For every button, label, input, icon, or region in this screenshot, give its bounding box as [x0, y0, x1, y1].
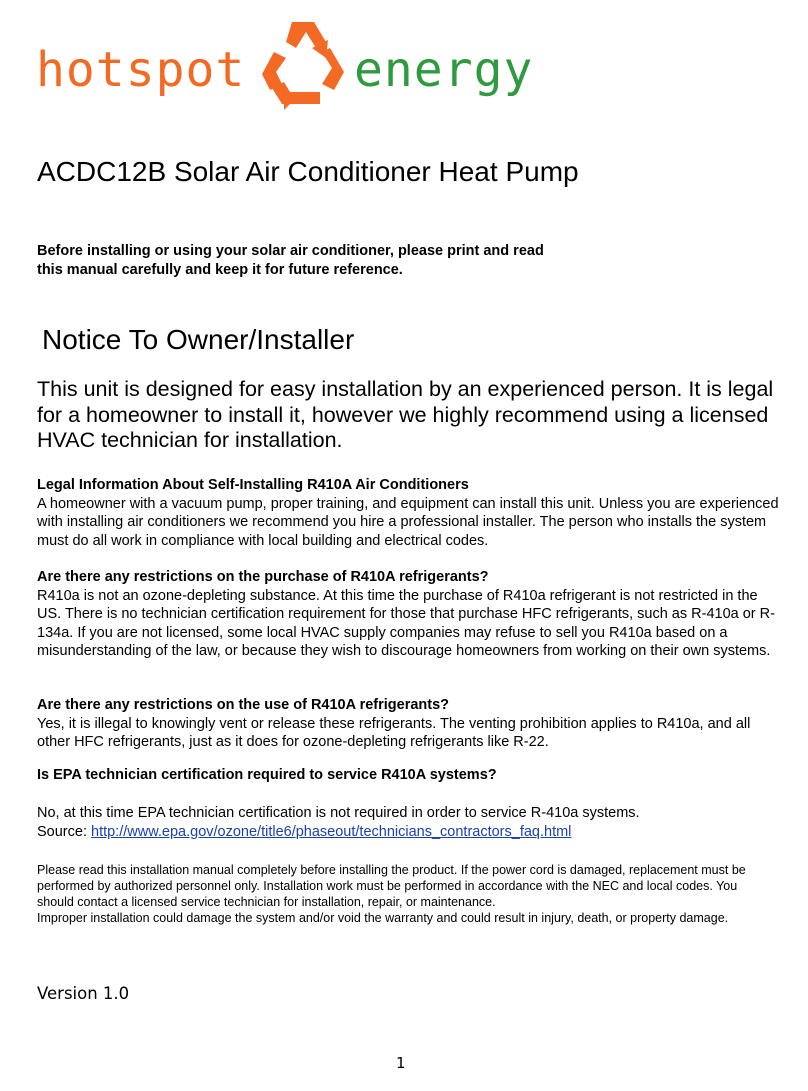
fine-print-p2: Improper installation could damage the system and/or void the warranty and could result in injury, death, or property damage. [37, 911, 729, 925]
fine-print [37, 862, 777, 926]
logo-word-energy: energy [354, 42, 534, 98]
use-section [37, 696, 782, 752]
purchase-body: R410a is not an ozone-depleting substance. At this time the purchase of R410a refrigerant is not restricted in the US. There is no technician certification requirement for those that purchase HFC refrigerants, such as R-410a or R-134a. If you are not licensed, some local HVAC supply companies may refuse to sell you R410a based on a misunderstanding of the law, or because they wish to discourage homeowners from working on their own systems. [37, 587, 775, 659]
purchase-heading: Are there any restrictions on the purchase of R410A refrigerants? [37, 569, 489, 585]
fine-print-p1: Please read this installation manual completely before installing the product. If the power cord is damaged, replacement must be performed by authorized personnel only. Installation work must be performed in accordance with the NEC and local codes. You should contact a licensed service technician for installation, repair, or maintenance. [37, 863, 746, 909]
use-body: Yes, it is illegal to knowingly vent or release these refrigerants. The venting prohibition applies to R410a, and all other HFC refrigerants, just as it does for ozone-depleting refrigerants like R-22. [37, 715, 751, 750]
epa-answer [37, 804, 782, 841]
legal-section [37, 476, 782, 550]
document-title: ACDC12B Solar Air Conditioner Heat Pump [37, 156, 579, 187]
use-heading: Are there any restrictions on the use of R410A refrigerants? [37, 697, 450, 713]
brand-logo [36, 18, 556, 114]
epa-body: No, at this time EPA technician certification is not required in order to service R-410a systems. [37, 805, 640, 821]
legal-heading: Legal Information About Self-Installing R410A Air Conditioners [37, 477, 469, 493]
intro-line-1: Before installing or using your solar air conditioner, please print and read [37, 243, 544, 259]
epa-source-line [37, 823, 782, 842]
epa-faq-link[interactable]: http://www.epa.gov/ozone/title6/phaseout/technicians_contractors_faq.html [91, 823, 572, 840]
epa-heading: Is EPA technician certification required to service R410A systems? [37, 767, 497, 783]
intro-note [37, 242, 637, 280]
version-label: Version 1.0 [37, 984, 130, 1003]
notice-heading: Notice To Owner/Installer [42, 324, 355, 355]
legal-body: A homeowner with a vacuum pump, proper training, and equipment can install this unit. Unless you are experienced with installing air conditioners we recommend you hire a professional installer. The person who installs the system must do all work in compliance with local building and electrical codes. [37, 495, 779, 549]
recycle-icon [256, 18, 348, 110]
lead-paragraph: This unit is designed for easy installation by an experienced person. It is legal for a homeowner to install it, however we highly recommend using a licensed HVAC technician for installation. [37, 377, 774, 452]
logo-word-hotspot: hotspot [36, 42, 246, 98]
intro-line-2: this manual carefully and keep it for future reference. [37, 262, 403, 278]
epa-heading-block [37, 766, 782, 785]
purchase-section [37, 568, 782, 661]
page-number: 1 [396, 1054, 406, 1072]
source-label: Source: [37, 823, 91, 840]
